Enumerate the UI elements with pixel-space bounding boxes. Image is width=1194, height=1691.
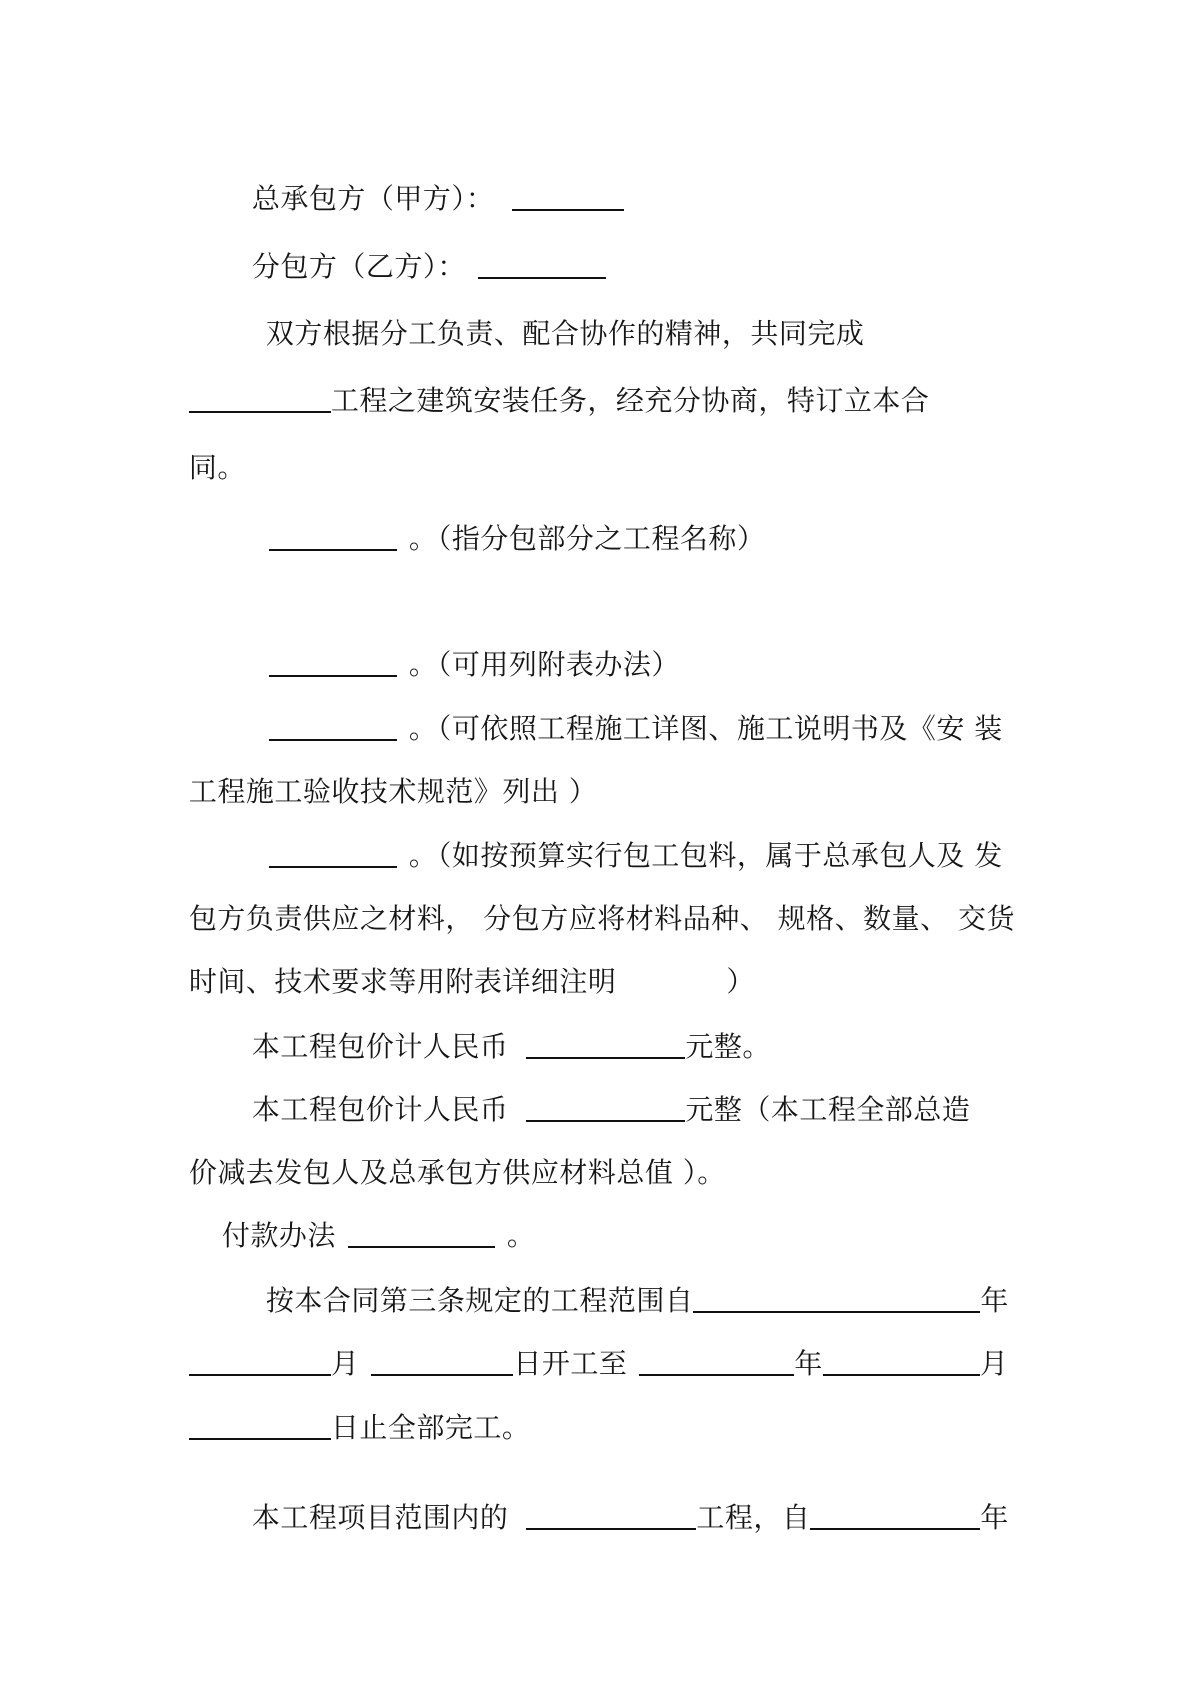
- project-label: 本工程项目范围内的: [251, 1501, 509, 1534]
- start-year-blank: [693, 1285, 980, 1313]
- schedule-text-1: 按本合同第三条规定的工程范围自: [265, 1284, 694, 1317]
- materials-blank: [269, 840, 397, 868]
- schedule-month2-label: 月: [979, 1347, 1009, 1380]
- start-day-blank: [371, 1348, 513, 1376]
- preamble-text-1: 双方根据分工负责、配合协作的精神，共同完成: [265, 317, 865, 350]
- project-line: [233, 1467, 1009, 1534]
- price-line-3: [170, 1122, 726, 1189]
- quality-blank: [269, 713, 397, 741]
- end-year-blank: [639, 1348, 794, 1376]
- materials-line-3: [170, 931, 755, 998]
- quality-line-1: [250, 678, 1003, 745]
- materials-text-3: 时间、技术要求等用附表详细注明: [188, 965, 617, 998]
- materials-text-1: 。（如按预算实行包工包料，属于总承包人及 发: [408, 839, 1003, 872]
- payment-line: [203, 1185, 536, 1252]
- party-a-blank: [512, 183, 624, 211]
- price-label-1: 本工程包价计人民币: [251, 1030, 509, 1063]
- schedule-year2-label: 年: [794, 1347, 823, 1380]
- price-line-1: [233, 996, 771, 1063]
- project-year-blank: [810, 1502, 980, 1530]
- materials-text-2: 包方负责供应之材料， 分包方应将材料品种、 规格、数量、 交货: [188, 902, 1016, 935]
- preamble-text-2: 工程之建筑安装任务，经充分协商，特订立本合: [330, 384, 930, 417]
- preamble-line-3: [170, 417, 246, 484]
- materials-line-2: [170, 868, 1016, 935]
- preamble-line-1: [247, 283, 865, 350]
- price-label-2: 本工程包价计人民币: [251, 1093, 509, 1126]
- party-b-line: [233, 216, 606, 283]
- price-suffix-2: 元整（本工程全部总造: [685, 1093, 971, 1126]
- schedule-year-label: 年: [980, 1284, 1009, 1317]
- end-day-blank: [189, 1412, 331, 1440]
- schedule-day-end-label: 日止全部完工。: [330, 1411, 531, 1444]
- preamble-text-3: 同。: [188, 451, 246, 484]
- scope-name-text: 。（指分包部分之工程名称）: [408, 522, 766, 555]
- quality-text-2: 工程施工验收技术规范》列出 ）: [188, 775, 598, 808]
- schedule-day-start-label: 日开工至: [513, 1347, 628, 1380]
- scope-list-blank: [269, 649, 397, 677]
- schedule-line-2: [170, 1313, 1009, 1380]
- scope-name-blank: [269, 523, 397, 551]
- party-b-label: 分包方（乙方）：: [251, 250, 466, 283]
- payment-label: 付款办法: [221, 1219, 336, 1252]
- schedule-month-label: 月: [330, 1347, 360, 1380]
- end-month-blank: [823, 1348, 980, 1376]
- scope-list-line: [250, 614, 680, 681]
- schedule-line-1: [247, 1250, 1009, 1317]
- project-name-blank-2: [526, 1502, 696, 1530]
- price-suffix-1: 元整。: [685, 1030, 771, 1063]
- scope-name-line: [250, 488, 766, 555]
- quality-text-1: 。（可依照工程施工详图、施工说明书及《安 装: [408, 712, 1003, 745]
- project-year-label: 年: [980, 1501, 1009, 1534]
- price-blank-2: [526, 1094, 685, 1122]
- preamble-line-2: [170, 350, 930, 417]
- project-name-blank: [189, 385, 331, 413]
- project-mid-text: 工程，自: [696, 1501, 811, 1534]
- price-line-2: [233, 1059, 971, 1126]
- price-text-3: 价减去发包人及总承包方供应材料总值 ）。: [188, 1156, 726, 1189]
- scope-list-text: 。（可用列附表办法）: [408, 648, 680, 681]
- start-month-blank: [189, 1348, 331, 1376]
- price-blank-1: [526, 1031, 685, 1059]
- schedule-line-3: [170, 1377, 531, 1444]
- payment-suffix: 。: [506, 1219, 536, 1252]
- party-a-label: 总承包方（甲方）：: [251, 182, 495, 215]
- payment-blank: [348, 1220, 495, 1248]
- materials-close-paren: ）: [726, 965, 755, 998]
- party-a-line: [233, 148, 624, 215]
- materials-line-1: [250, 805, 1003, 872]
- party-b-blank: [478, 251, 606, 279]
- quality-line-2: [170, 741, 598, 808]
